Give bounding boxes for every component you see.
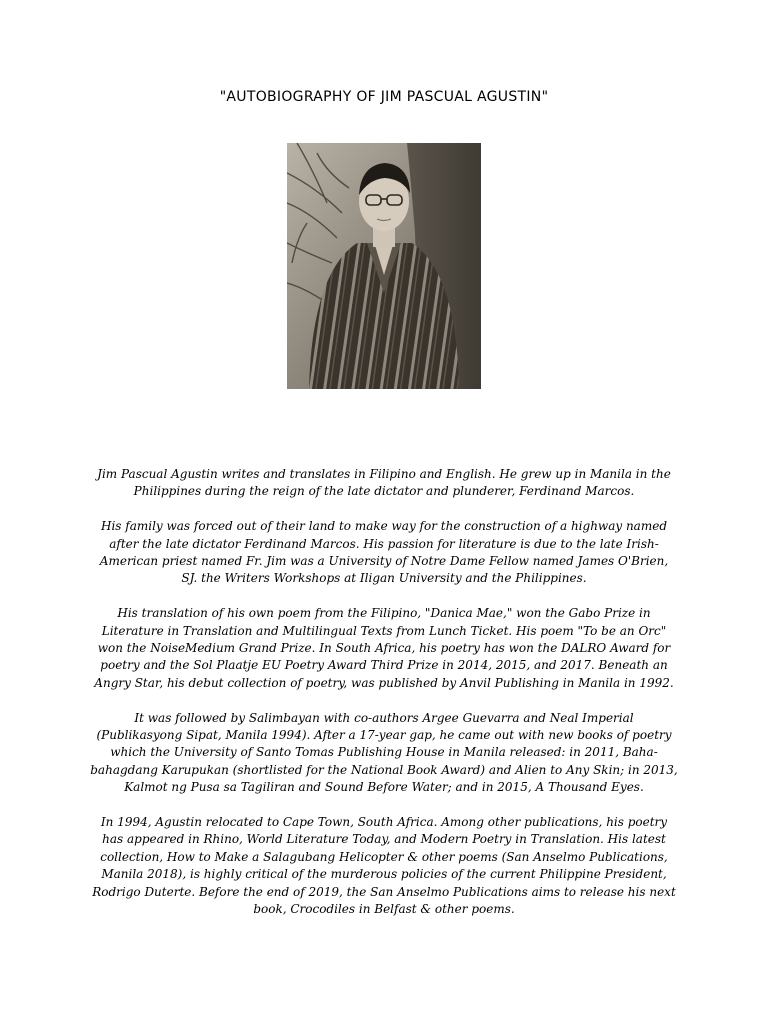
portrait-illustration <box>287 143 481 389</box>
biography-paragraph-3: His translation of his own poem from the Filipino, "Danica Mae," won the Gabo Prize in Literature in Translation and Multilingual Texts from Lunch Ticket. His poem "To be an Orc" won the NoiseMedium Grand Prize. In South Africa, his poetry has won the DALRO Award for poetry and the Sol Plaatje EU Poetry Award Third Prize in 2014, 2015, and 2017. Beneath an Angry Star, his debut collection of poetry, was published by Anvil Publishing in Manila in 1992. <box>94 606 674 690</box>
author-portrait-photo <box>287 143 481 389</box>
biography-paragraph-5: In 1994, Agustin relocated to Cape Town, South Africa. Among other publications, his poetry has appeared in Rhino, World Literature Today, and Modern Poetry in Translation. His latest collection, How to Make a Salagubang Helicopter & other poems (San Anselmo Publications, Manila 2018), is highly critical of the murderous policies of the current Philippine President, Rodrigo Duterte. Before the end of 2019, the San Anselmo Publications aims to release his next book, Crocodiles in Belfast & other poems. <box>92 815 676 917</box>
biography-paragraph-1: Jim Pascual Agustin writes and translates in Filipino and English. He grew up in Manila in the Philippines during the reign of the late dictator and plunderer, Ferdinand Marcos. <box>97 467 671 499</box>
biography-text <box>90 466 678 936</box>
page-title: "AUTOBIOGRAPHY OF JIM PASCUAL AGUSTIN" <box>219 89 549 105</box>
biography-paragraph-4: It was followed by Salimbayan with co-authors Argee Guevarra and Neal Imperial (Publikasyong Sipat, Manila 1994). After a 17-year gap, he came out with new books of poetry which the University of Santo Tomas Publishing House in Manila released: in 2011, Baha-bahagdang Karupukan (shortlisted for the National Book Award) and Alien to Any Skin; in 2013, Kalmot ng Pusa sa Tagiliran and Sound Before Water; and in 2015, A Thousand Eyes. <box>90 710 678 795</box>
biography-paragraph-2: His family was forced out of their land to make way for the construction of a highway named after the late dictator Ferdinand Marcos. His passion for literature is due to the late Irish-American priest named Fr. Jim was a University of Notre Dame Fellow named James O'Brien, SJ. the Writers Workshops at Iligan University and the Philippines. <box>99 519 669 586</box>
